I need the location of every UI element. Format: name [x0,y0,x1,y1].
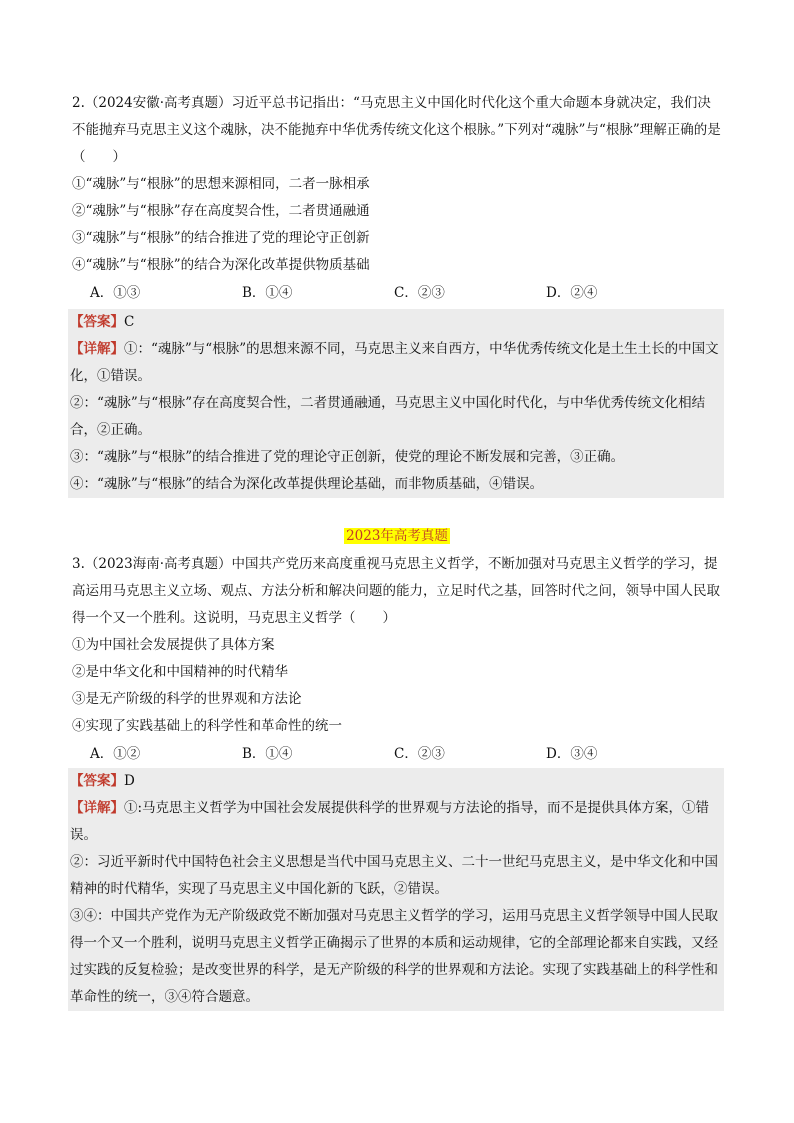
answer-value: D [124,773,135,789]
section-title-text: 2023年高考真题 [346,528,448,544]
option-c: C．②③ [394,746,445,762]
question-2-item-2: ②“魂脉”与“根脉”存在高度契合性，二者贯通融通 [72,203,370,219]
answer-value: C [124,314,135,330]
detail-label: 【详解】 [70,341,124,357]
answer-label: 【答案】 [70,773,124,789]
question-3-answer [68,768,724,795]
question-2-item-4: ④“魂脉”与“根脉”的结合为深化改革提供物质基础 [72,257,370,273]
question-2-answer [68,309,724,336]
option-b: B．①④ [242,285,293,301]
section-title [0,526,794,546]
answer-label: 【答案】 [70,314,124,330]
option-a: A．①③ [90,285,141,301]
option-a: A．①② [90,746,141,762]
question-3-detail-1: 【详解】①:马克思主义哲学为中国社会发展提供科学的世界观与方法论的指导，而不是提供具体方案，①错误。 [70,800,710,843]
question-2-item-1: ①“魂脉”与“根脉”的思想来源相同，二者一脉相承 [72,176,370,192]
question-3-stem: 3.（2023海南·高考真题）中国共产党历来高度重视马克思主义哲学，不断加强对马克思主义哲学的学习，提高运用马克思主义立场、观点、方法分析和解决问题的能力，立足时代之基，回答时代之问，领导中国人民取得一个又一个胜利。这说明，马克思主义哲学（ ） [72,556,720,626]
question-2-options [72,279,724,307]
question-3 [72,551,724,768]
question-2-detail-4: ④：“魂脉”与“根脉”的结合为深化改革提供理论基础，而非物质基础，④错误。 [70,476,544,492]
question-3-detail-2: ②：习近平新时代中国特色社会主义思想是当代中国马克思主义、二十一世纪马克思主义，是中华文化和中国精神的时代精华，实现了马克思主义中国化新的飞跃，②错误。 [70,854,718,897]
option-d: D．③④ [546,746,598,762]
option-d: D．②④ [546,285,598,301]
question-3-answer-box [68,768,724,1011]
question-3-item-3: ③是无产阶级的科学的世界观和方法论 [72,691,302,707]
question-3-item-1: ①为中国社会发展提供了具体方案 [72,637,275,653]
question-3-detail-3: ③④：中国共产党作为无产阶级政党不断加强对马克思主义哲学的学习，运用马克思主义哲学领导中国人民取得一个又一个胜利，说明马克思主义哲学正确揭示了世界的本质和运动规律，它的全部理论都来自实践，又经过实践的反复检验；是改变世界的科学，是无产阶级的科学的世界观和方法论。实现了实践基础上的科学性和革命性的统一，③④符合题意。 [70,908,718,1005]
question-2-detail-2: ②：“魂脉”与“根脉”存在高度契合性，二者贯通融通，马克思主义中国化时代化，与中华优秀传统文化相结合，②正确。 [70,395,706,438]
detail-label: 【详解】 [70,800,124,816]
question-2-answer-box [68,309,724,498]
option-c: C．②③ [394,285,445,301]
question-3-item-2: ②是中华文化和中国精神的时代精华 [72,664,288,680]
question-2-detail-3: ③：“魂脉”与“根脉”的结合推进了党的理论守正创新，使党的理论不断发展和完善，③正确。 [70,449,625,465]
question-2-stem: 2.（2024安徽·高考真题）习近平总书记指出：“马克思主义中国化时代化这个重大命题本身就决定，我们决不能抛弃马克思主义这个魂脉，决不能抛弃中华优秀传统文化这个根脉。”下列对“魂脉”与“根脉”理解正确的是（ ） [72,95,721,165]
question-2-item-3: ③“魂脉”与“根脉”的结合推进了党的理论守正创新 [72,230,370,246]
question-3-options [72,740,724,768]
option-b: B．①④ [242,746,293,762]
question-2-detail-1: 【详解】①：“魂脉”与“根脉”的思想来源不同，马克思主义来自西方，中华优秀传统文化是土生土长的中国文化，①错误。 [70,341,719,384]
question-3-item-4: ④实现了实践基础上的科学性和革命性的统一 [72,718,342,734]
question-2 [72,90,724,307]
